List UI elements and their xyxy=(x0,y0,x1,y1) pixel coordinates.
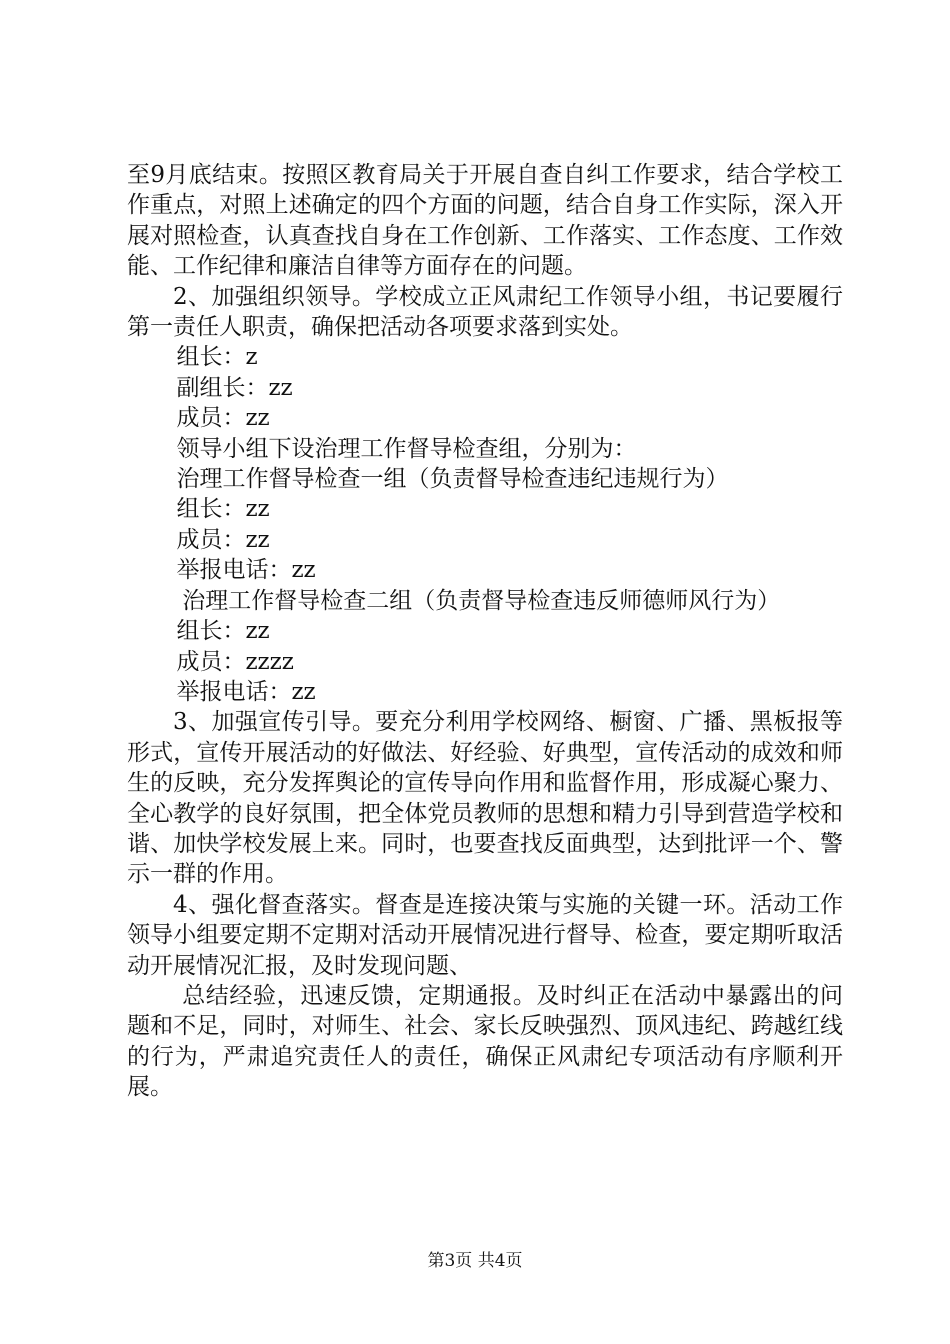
paragraph-intro: 至9月底结束。按照区教育局关于开展自查自纠工作要求，结合学校工作重点，对照上述确定的四个方面的问题，结合自身工作实际，深入开展对照检查，认真查找自身在工作创新、工作落实、工作态度、工作效能、工作纪律和廉洁自律等方面存在的问题。 xyxy=(127,162,843,280)
paragraph-supervision: 4、强化督查落实。督查是连接决策与实施的关键一环。活动工作领导小组要定期不定期对活动开展情况进行督导、检查，要定期听取活动开展情况汇报，及时发现问题、 xyxy=(127,891,843,979)
paragraph-summary: 总结经验，迅速反馈，定期通报。及时纠正在活动中暴露出的问题和不足，同时，对师生、社会、家长反映强烈、顶风违纪、跨越红线的行为，严肃追究责任人的责任，确保正风肃纪专项活动有序顺利开展。 xyxy=(127,982,843,1101)
paragraph-publicity: 3、加强宣传引导。要充分利用学校网络、橱窗、广播、黑板报等形式，宣传开展活动的好做法、好经验、好典型，宣传活动的成效和师生的反映，充分发挥舆论的宣传导向作用和监督作用，形成凝心聚力、全心教学的良好氛围，把全体党员教师的思想和精力引导到营造学校和谐、加快学校发展上来。同时，也要查找反面典型，达到批评一个、警示一群的作用。 xyxy=(127,709,843,888)
document-body xyxy=(127,160,843,1103)
group-one-members: 成员：zz xyxy=(176,526,270,553)
group-two-title: 治理工作督导检查二组（负责督导检查违反师德师风行为） xyxy=(182,587,781,614)
page-footer: 第3页 共4页 xyxy=(427,1251,523,1271)
group-one-hotline: 举报电话：zz xyxy=(176,557,316,584)
deputy-leader-line: 副组长：zz xyxy=(176,374,293,401)
group-two-members: 成员：zzzz xyxy=(176,648,294,675)
subgroup-intro-line: 领导小组下设治理工作督导检查组，分别为： xyxy=(176,435,637,462)
group-one-title: 治理工作督导检查一组（负责督导检查违纪违规行为） xyxy=(176,466,729,493)
members-line: 成员：zz xyxy=(176,405,270,432)
group-two-hotline: 举报电话：zz xyxy=(176,678,316,705)
leader-line: 组长：z xyxy=(176,344,258,371)
paragraph-organization: 2、加强组织领导。学校成立正风肃纪工作领导小组，书记要履行第一责任人职责，确保把活动各项要求落到实处。 xyxy=(127,283,843,341)
group-two-leader: 组长：zz xyxy=(176,618,270,645)
group-one-leader: 组长：zz xyxy=(176,496,270,523)
